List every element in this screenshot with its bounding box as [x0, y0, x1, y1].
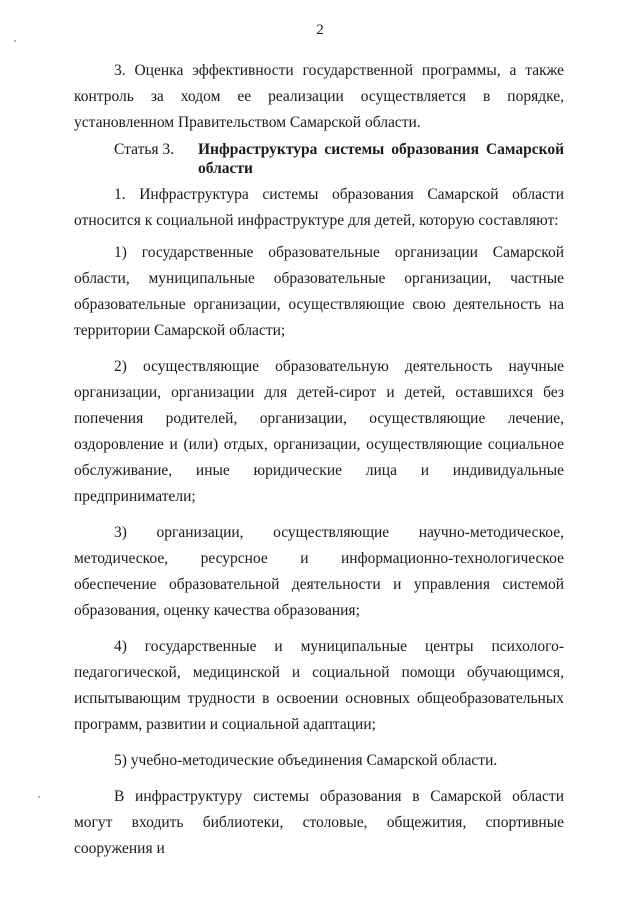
article-number: Статья 3. [114, 141, 175, 158]
list-item-2: 2) осуществляющие образовательную деятельность научные организации, организации для детей-сирот и детей, оставшихся без попечения родителей, организации, осуществляющие лечение, оздоровление и (или) отдых, организации, осуществляющие социальное обслуживание, иные юридические лица и индивидуальные предприниматели; [74, 358, 564, 505]
scan-speck [14, 40, 16, 42]
article-heading [74, 140, 564, 178]
paragraph-program-evaluation: 3. Оценка эффективности государственной программы, а также контроль за ходом ее реализации осуществляется в порядке, установленном Правительством Самарской области. [74, 62, 564, 131]
document-body [74, 58, 564, 862]
paragraph-infrastructure-additions: В инфраструктуру системы образования в Самарской области могут входить библиотеки, столовые, общежития, спортивные сооружения и [74, 788, 564, 857]
list-item-1: 1) государственные образовательные организации Самарской области, муниципальные образовательные организации, частные образовательные организации, осуществляющие свою деятельность на территории Самарской области; [74, 244, 564, 339]
page-number: 2 [316, 22, 324, 38]
scan-speck [38, 796, 40, 798]
article-title: Инфраструктура системы образования Самарской области [198, 141, 564, 177]
list-item-5: 5) учебно-методические объединения Самарской области. [114, 752, 498, 769]
list-item-3: 3) организации, осуществляющие научно-методическое, методическое, ресурсное и информационно-технологическое обеспечение образовательной деятельности и управления системой образования, оценку качества образования; [74, 524, 564, 619]
paragraph-infrastructure-intro: 1. Инфраструктура системы образования Самарской области относится к социальной инфраструктуре для детей, которую составляют: [74, 186, 564, 229]
list-item-4: 4) государственные и муниципальные центры психолого-педагогической, медицинской и социальной помощи обучающимся, испытывающим трудности в освоении основных общеобразовательных программ, развитии и социальной адаптации; [74, 638, 564, 733]
